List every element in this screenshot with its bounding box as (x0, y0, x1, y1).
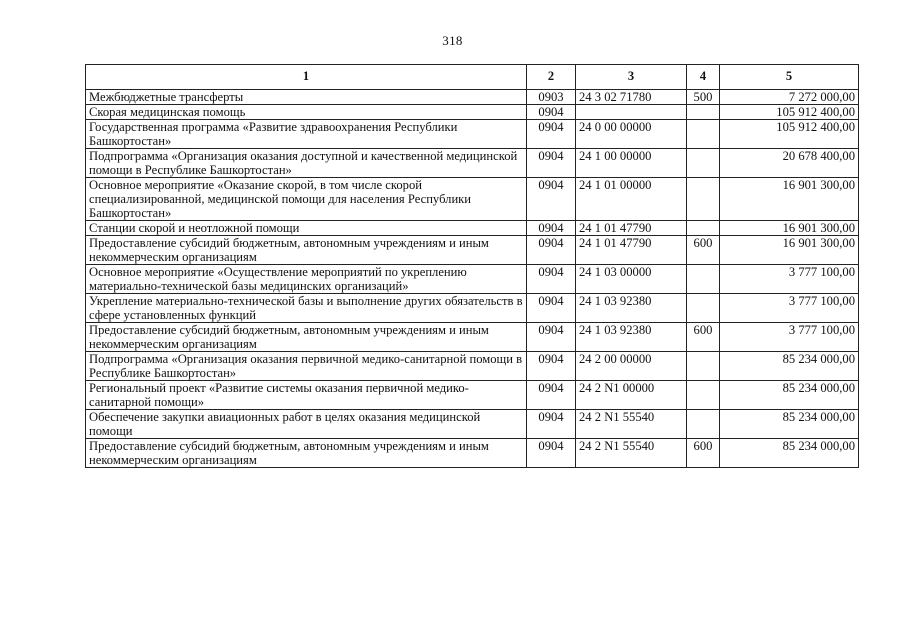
row-target-code: 24 2 N1 55540 (576, 410, 687, 439)
row-name: Предоставление субсидий бюджетным, автономным учреждениям и иным некоммерческим организациям (86, 323, 527, 352)
row-section-code: 0904 (527, 381, 576, 410)
row-section-code: 0904 (527, 178, 576, 221)
header-col-5: 5 (720, 65, 859, 90)
row-name: Основное мероприятие «Оказание скорой, в том числе скорой специализированной, медицинской помощи для населения Республики Башкортостан» (86, 178, 527, 221)
row-section-code: 0904 (527, 265, 576, 294)
table-row (86, 439, 859, 468)
header-col-1: 1 (86, 65, 527, 90)
row-expense-type (687, 294, 720, 323)
row-amount: 7 272 000,00 (720, 90, 859, 105)
row-target-code: 24 2 00 00000 (576, 352, 687, 381)
row-expense-type (687, 352, 720, 381)
row-name: Скорая медицинская помощь (86, 105, 527, 120)
row-amount: 16 901 300,00 (720, 178, 859, 221)
row-amount: 105 912 400,00 (720, 120, 859, 149)
header-col-3: 3 (576, 65, 687, 90)
row-target-code (576, 105, 687, 120)
row-expense-type (687, 265, 720, 294)
row-target-code: 24 1 01 00000 (576, 178, 687, 221)
row-section-code: 0904 (527, 410, 576, 439)
row-target-code: 24 2 N1 00000 (576, 381, 687, 410)
row-expense-type (687, 381, 720, 410)
row-section-code: 0904 (527, 221, 576, 236)
table-row (86, 90, 859, 105)
row-amount: 85 234 000,00 (720, 352, 859, 381)
row-expense-type (687, 120, 720, 149)
row-section-code: 0904 (527, 120, 576, 149)
table-header (86, 65, 859, 90)
row-amount: 16 901 300,00 (720, 236, 859, 265)
row-name: Подпрограмма «Организация оказания доступной и качественной медицинской помощи в Республике Башкортостан» (86, 149, 527, 178)
row-target-code: 24 1 03 00000 (576, 265, 687, 294)
table-row (86, 236, 859, 265)
row-target-code: 24 0 00 00000 (576, 120, 687, 149)
table-row (86, 105, 859, 120)
row-target-code: 24 1 01 47790 (576, 221, 687, 236)
table-row (86, 178, 859, 221)
row-name: Укрепление материально-технической базы и выполнение других обязательств в сфере установленных функций (86, 294, 527, 323)
page-number: 318 (442, 33, 463, 48)
table-row (86, 352, 859, 381)
row-section-code: 0904 (527, 105, 576, 120)
table-row (86, 381, 859, 410)
row-target-code: 24 1 03 92380 (576, 294, 687, 323)
table-row (86, 323, 859, 352)
table-row (86, 120, 859, 149)
row-target-code: 24 1 00 00000 (576, 149, 687, 178)
row-amount: 85 234 000,00 (720, 439, 859, 468)
row-target-code: 24 3 02 71780 (576, 90, 687, 105)
table-row (86, 265, 859, 294)
row-amount: 3 777 100,00 (720, 265, 859, 294)
header-col-2: 2 (527, 65, 576, 90)
row-section-code: 0904 (527, 439, 576, 468)
row-expense-type (687, 149, 720, 178)
row-section-code: 0904 (527, 294, 576, 323)
row-section-code: 0904 (527, 323, 576, 352)
row-expense-type: 600 (687, 323, 720, 352)
row-name: Подпрограмма «Организация оказания первичной медико-санитарной помощи в Республике Башкортостан» (86, 352, 527, 381)
row-amount: 3 777 100,00 (720, 323, 859, 352)
row-section-code: 0903 (527, 90, 576, 105)
table-row (86, 221, 859, 236)
row-name: Основное мероприятие «Осуществление мероприятий по укреплению материально-технической базы медицинских организаций» (86, 265, 527, 294)
row-expense-type: 500 (687, 90, 720, 105)
row-expense-type (687, 178, 720, 221)
row-target-code: 24 1 01 47790 (576, 236, 687, 265)
header-row (86, 65, 859, 90)
row-expense-type (687, 221, 720, 236)
row-amount: 105 912 400,00 (720, 105, 859, 120)
header-col-4: 4 (687, 65, 720, 90)
budget-table (85, 64, 859, 468)
row-name: Обеспечение закупки авиационных работ в целях оказания медицинской помощи (86, 410, 527, 439)
row-name: Межбюджетные трансферты (86, 90, 527, 105)
row-section-code: 0904 (527, 149, 576, 178)
row-target-code: 24 1 03 92380 (576, 323, 687, 352)
row-name: Станции скорой и неотложной помощи (86, 221, 527, 236)
table-row (86, 410, 859, 439)
row-name: Предоставление субсидий бюджетным, автономным учреждениям и иным некоммерческим организациям (86, 236, 527, 265)
row-amount: 3 777 100,00 (720, 294, 859, 323)
row-target-code: 24 2 N1 55540 (576, 439, 687, 468)
row-name: Предоставление субсидий бюджетным, автономным учреждениям и иным некоммерческим организациям (86, 439, 527, 468)
row-name: Государственная программа «Развитие здравоохранения Республики Башкортостан» (86, 120, 527, 149)
row-amount: 20 678 400,00 (720, 149, 859, 178)
row-expense-type: 600 (687, 439, 720, 468)
table-row (86, 149, 859, 178)
row-section-code: 0904 (527, 352, 576, 381)
row-amount: 85 234 000,00 (720, 381, 859, 410)
row-name: Региональный проект «Развитие системы оказания первичной медико-санитарной помощи» (86, 381, 527, 410)
row-expense-type (687, 105, 720, 120)
table-row (86, 294, 859, 323)
row-amount: 16 901 300,00 (720, 221, 859, 236)
row-expense-type: 600 (687, 236, 720, 265)
row-section-code: 0904 (527, 236, 576, 265)
table-body (86, 90, 859, 468)
row-expense-type (687, 410, 720, 439)
row-amount: 85 234 000,00 (720, 410, 859, 439)
